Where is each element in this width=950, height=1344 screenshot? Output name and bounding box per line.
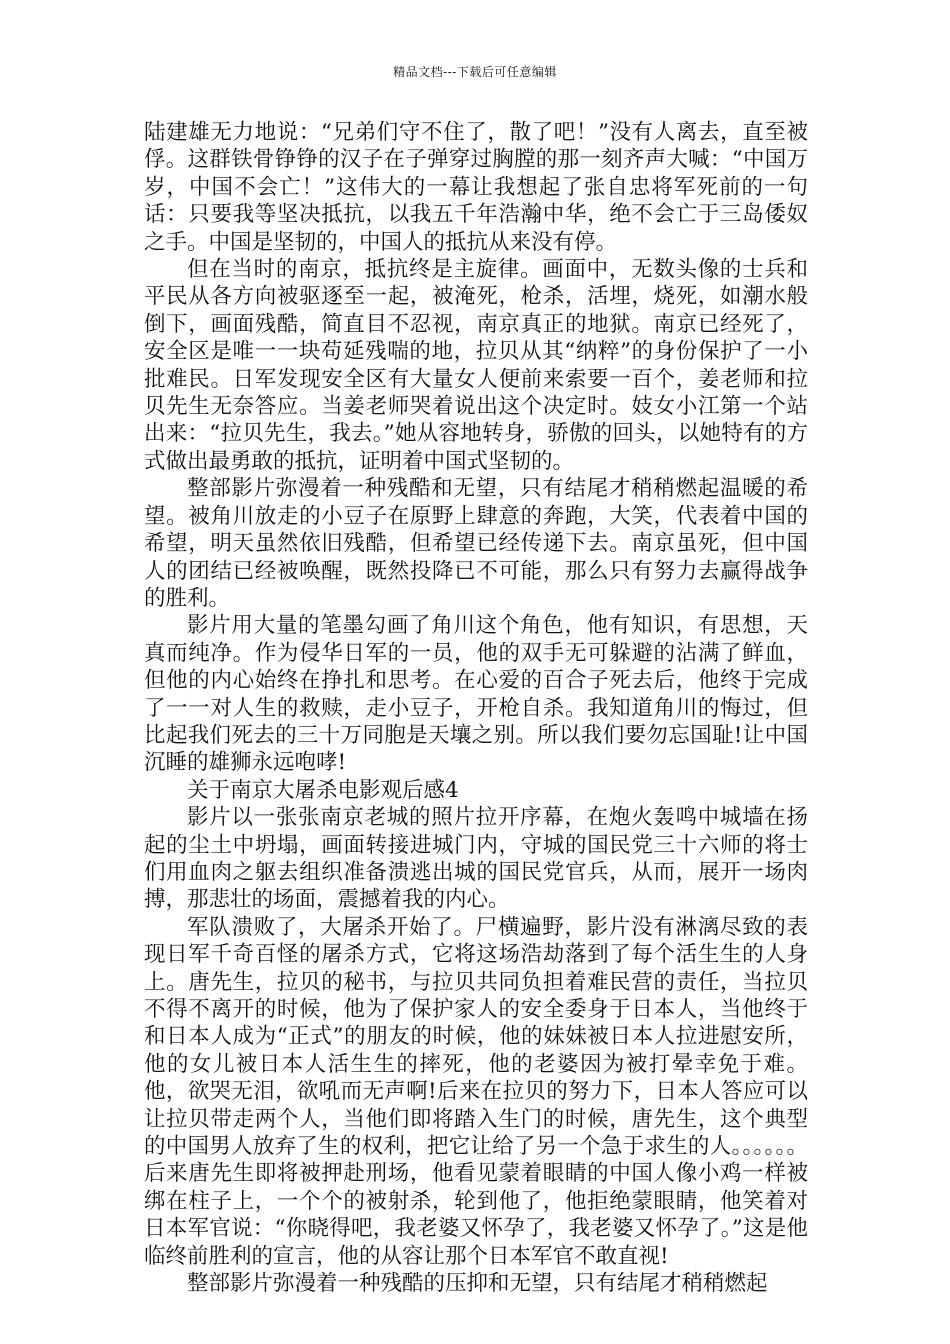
paragraph: 整部影片弥漫着一种残酷和无望，只有结尾才稍稍燃起温暖的希望。被角川放走的小豆子在原野上肆意的奔跑，大笑，代表着中国的希望，明天虽然依旧残酷，但希望已经传递下去。南京虽死，但中国人的团结已经被唤醒，既然投降已不可能，那么只有努力去赢得战争的胜利。: [144, 476, 808, 611]
paragraph: 整部影片弥漫着一种残酷的压抑和无望，只有结尾才稍稍燃起: [187, 1271, 768, 1297]
paragraph: 陆建雄无力地说：“兄弟们守不住了，散了吧！”没有人离去，直至被俘。这群铁骨铮铮的汉子在子弹穿过胸膛的那一刻齐声大喊：“中国万岁，中国不会亡！”这伟大的一幕让我想起了张自忠将军死前的一句话：只要我等坚决抵抗，以我五千年浩瀚中华，绝不会亡于三岛倭奴之手。中国是坚韧的，中国人的抵抗从来没有停。: [144, 120, 808, 255]
page-header: 精品文档---下载后可任意编辑: [393, 65, 557, 79]
paragraph: 影片以一张张南京老城的照片拉开序幕，在炮火轰鸣中城墙在扬起的尘土中坍塌，画面转接进城门内，守城的国民党三十六师的将士们用血肉之躯去组织准备溃逃出城的国民党官兵，从而，展开一场肉搏，那悲壮的场面，震撼着我的内心。: [144, 805, 808, 913]
paragraph: 但在当时的南京，抵抗终是主旋律。画面中，无数头像的士兵和平民从各方向被驱逐至一起，被淹死，枪杀，活埋，烧死，如潮水般倒下，画面残酷，简直目不忍视，南京真正的地狱。南京已经死了，安全区是唯一一块苟延残喘的地，拉贝从其“纳粹”的身份保护了一小批难民。日军发现安全区有大量女人便前来索要一百个，姜老师和拉贝先生无奈答应。当姜老师哭着说出这个决定时。妓女小江第一个站出来：“拉贝先生，我去。”她从容地转身，骄傲的回头，以她特有的方式做出最勇敢的抵抗，证明着中国式坚韧的。: [144, 257, 808, 474]
document-body: [144, 119, 808, 1297]
paragraph: 军队溃败了，大屠杀开始了。尸横遍野，影片没有淋漓尽致的表现日军千奇百怪的屠杀方式，它将这场浩劫落到了每个活生生的人身上。唐先生，拉贝的秘书，与拉贝共同负担着难民营的责任，当拉贝不得不离开的时候，他为了保护家人的安全委身于日本人，当他终于和日本人成为“正式”的朋友的时候，他的妹妹被日本人拉进慰安所，他的女儿被日本人活生生的摔死，他的老婆因为被打晕幸免于难。他，欲哭无泪，欲吼而无声啊!后来在拉贝的努力下，日本人答应可以让拉贝带走两个人，当他们即将踏入生门的时候，唐先生，这个典型的中国男人放弃了生的权利，把它让给了另一个急于求生的人。。。。。。后来唐先生即将被押赴刑场，他看见蒙着眼睛的中国人像小鸡一样被绑在柱子上，一个个的被射杀，轮到他了，他拒绝蒙眼睛，他笑着对日本军官说：“你晓得吧，我老婆又怀孕了，我老婆又怀孕了。”这是他临终前胜利的宣言，他的从容让那个日本军官不敢直视!: [144, 914, 808, 1269]
section-title: 关于南京大屠杀电影观后感4: [187, 777, 459, 803]
paragraph: 影片用大量的笔墨勾画了角川这个角色，他有知识，有思想，天真而纯净。作为侵华日军的一员，他的双手无可躲避的沾满了鲜血，但他的内心始终在挣扎和思考。在心爱的百合子死去后，他终于完成了一一对人生的救赎，走小豆子，开枪自杀。我知道角川的悔过，但比起我们死去的三十万同胞是天壤之别。所以我们要勿忘国耻!让中国沉睡的雄狮永远咆哮!: [144, 613, 808, 776]
